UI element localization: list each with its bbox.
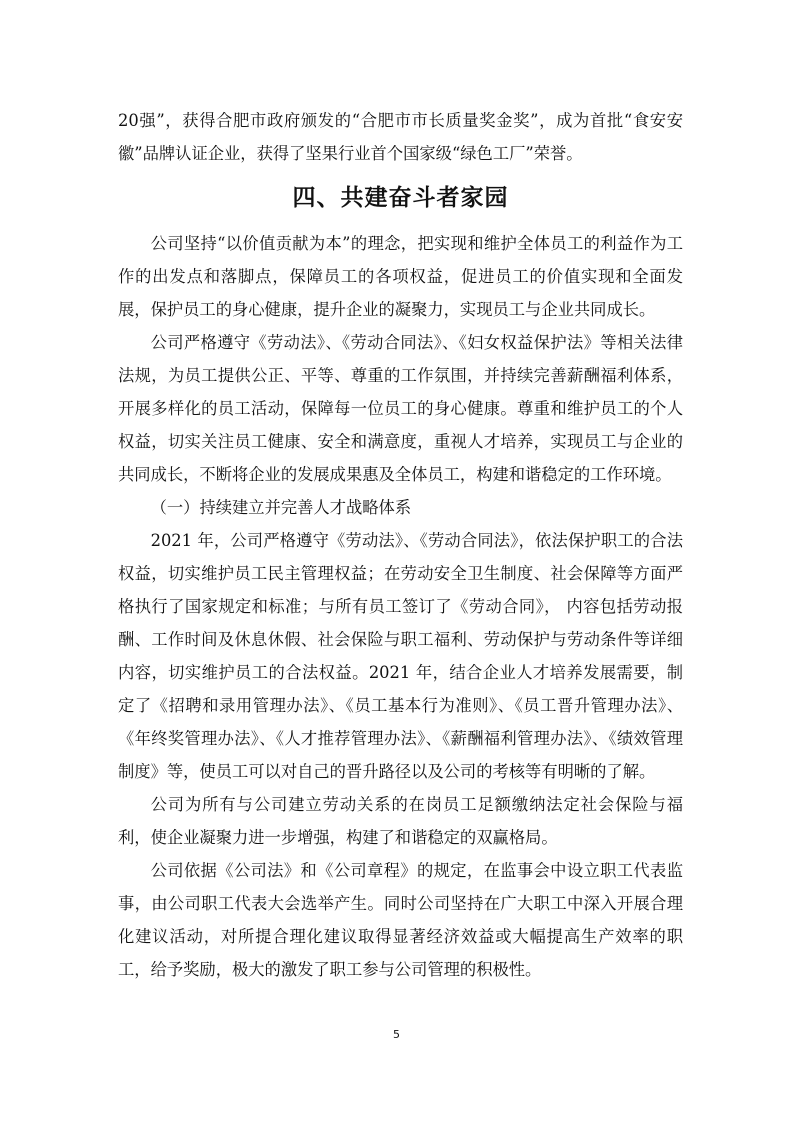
paragraph-2021-policies: 2021 年，公司严格遵守《劳动法》、《劳动合同法》，依法保护职工的合法权益，切实维护员工民主管理权益；在劳动安全卫生制度、社会保障等方面严格执行了国家规定和标准；与所有员工签订了《劳动合同》， 内容包括劳动报酬、工作时间及休息休假、社会保险与职工福利、劳动保护与劳动条件等详细内容，切实维护员工的合法权益。2021 年，结合企业人才培养发展需要，制定了《招聘和录用管理办法》、《员工基本行为准则》、《员工晋升管理办法》、《年终奖管理办法》、《人才推荐管理办法》、《薪酬福利管理办法》、《绩效管理制度》等，使员工可以对自己的晋升路径以及公司的考核等有明晰的了解。 [118, 531, 683, 781]
page-content [118, 104, 683, 986]
subsection-heading: （一）持续建立并完善人才战略体系 [150, 498, 412, 517]
paragraph-supervisors: 公司依据《公司法》和《公司章程》的规定，在监事会中设立职工代表监事，由公司职工代表大会选举产生。同时公司坚持在广大职工中深入开展合理化建议活动，对所提合理化建议取得显著经济效益或大幅提高生产效率的职工，给予奖励，极大的激发了职工参与公司管理的积极性。 [118, 861, 683, 979]
paragraph-continuation: 20强”，获得合肥市政府颁发的“合肥市市长质量奖金奖”，成为首批“食安安徽”品牌认证企业，获得了坚果行业首个国家级“绿色工厂”荣誉。 [118, 111, 683, 163]
paragraph-social-insurance: 公司为所有与公司建立劳动关系的在岗员工足额缴纳法定社会保险与福利，使企业凝聚力进一步增强，构建了和谐稳定的双赢格局。 [118, 795, 683, 847]
paragraph-philosophy: 公司坚持“以价值贡献为本”的理念，把实现和维护全体员工的利益作为工作的出发点和落脚点，保障员工的各项权益，促进员工的价值实现和全面发展，保护员工的身心健康，提升企业的凝聚力，实现员工与企业共同成长。 [118, 234, 683, 319]
paragraph-labor-laws: 公司严格遵守《劳动法》、《劳动合同法》、《妇女权益保护法》等相关法律法规，为员工提供公正、平等、尊重的工作氛围，并持续完善薪酬福利体系，开展多样化的员工活动，保障每一位员工的身心健康。尊重和维护员工的个人权益，切实关注员工健康、安全和满意度，重视人才培养，实现员工与企业的共同成长，不断将企业的发展成果惠及全体员工，构建和谐稳定的工作环境。 [118, 333, 683, 484]
section-heading: 四、共建奋斗者家园 [292, 185, 509, 211]
page-number: 5 [393, 1028, 400, 1041]
